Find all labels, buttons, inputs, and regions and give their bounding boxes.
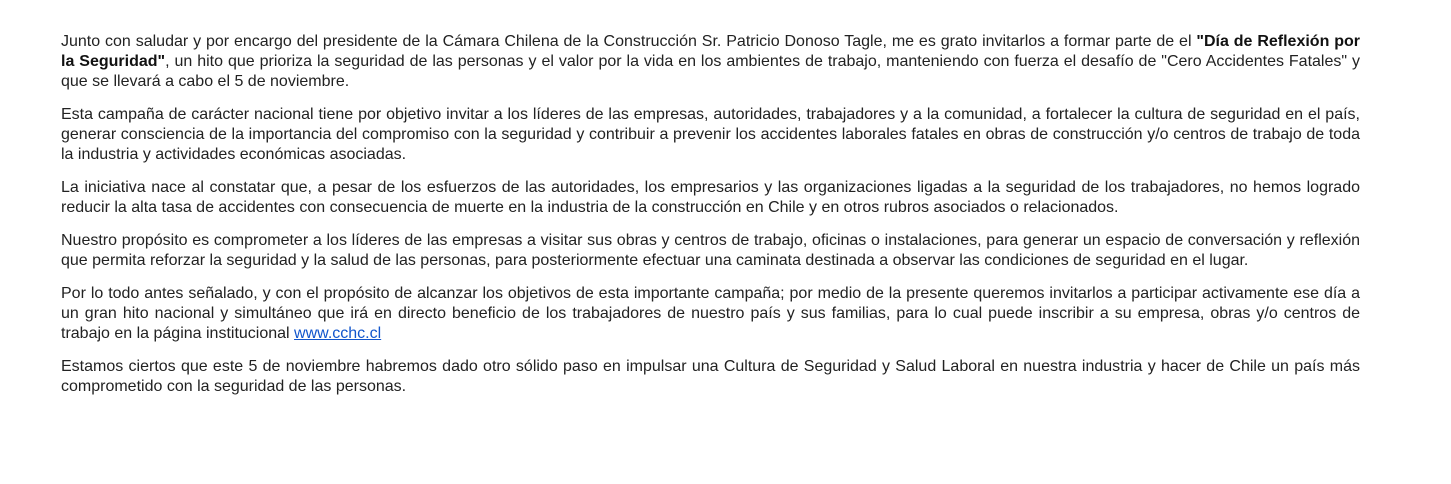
paragraph-initiative: La iniciativa nace al constatar que, a pesar de los esfuerzos de las autoridades, los empresarios y las organizaciones ligadas a la seguridad de los trabajadores, no hemos logrado reducir la alta tasa de accidentes con consecuencia de muerte en la industria de la construcción en Chile y en otros rubros asociados o relacionados. [61,179,1360,216]
email-body [61,32,1360,410]
paragraph-invitation [61,32,1360,92]
invitation-text: Junto con saludar y por encargo del presidente de la Cámara Chilena de la Construcción Sr. Patricio Donoso Tagle, me es grato invitarlos a formar parte de el [61,33,1197,50]
invitation-text-continued: , un hito que prioriza la seguridad de las personas y el valor por la vida en los ambientes de trabajo, manteniendo con fuerza el desafío de "Cero Accidentes Fatales" y que se llevará a cabo el 5 de noviembre. [61,53,1360,90]
paragraph-campaign: Esta campaña de carácter nacional tiene por objetivo invitar a los líderes de las empresas, autoridades, trabajadores y a la comunidad, a fortalecer la cultura de seguridad en el país, generar consciencia de la importancia del compromiso con la seguridad y contribuir a prevenir los accidentes laborales fatales en obras de construcción y/o centros de trabajo de toda la industria y actividades económicas asociadas. [61,106,1360,163]
cchc-link[interactable]: www.cchc.cl [294,325,382,342]
registration-text: Por lo todo antes señalado, y con el propósito de alcanzar los objetivos de esta importante campaña; por medio de la presente queremos invitarlos a participar activamente ese día a un gran hito nacional y simultáneo que irá en directo beneficio de los trabajadores de nuestro país y sus familias, para lo cual puede inscribir a su empresa, obras y/o centros de trabajo en la página institucional [61,285,1360,342]
paragraph-registration [61,284,1360,344]
paragraph-closing: Estamos ciertos que este 5 de noviembre habremos dado otro sólido paso en impulsar una Cultura de Seguridad y Salud Laboral en nuestra industria y hacer de Chile un país más comprometido con la seguridad de las personas. [61,358,1360,395]
event-name: "Día de Reflexión por la Seguridad" [61,33,1361,70]
paragraph-purpose: Nuestro propósito es comprometer a los líderes de las empresas a visitar sus obras y centros de trabajo, oficinas o instalaciones, para generar un espacio de conversación y reflexión que permita reforzar la seguridad y la salud de las personas, para posteriormente efectuar una caminata destinada a observar las condiciones de seguridad en el lugar. [61,232,1360,269]
